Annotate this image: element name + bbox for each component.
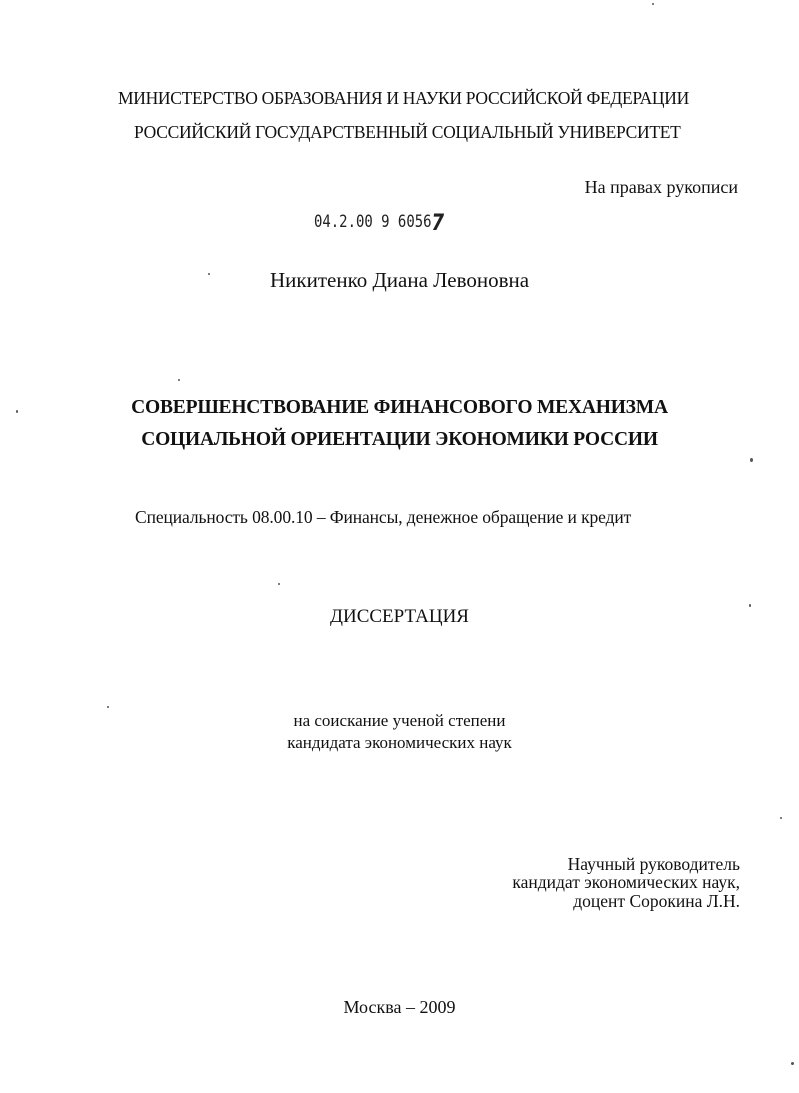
- scan-speck: [749, 604, 751, 607]
- supervisor-degree: кандидат экономических наук,: [512, 872, 740, 892]
- scan-speck: [16, 410, 18, 413]
- scan-speck: [208, 273, 210, 275]
- specialty-line: Специальность 08.00.10 – Финансы, денежное обращение и кредит: [135, 507, 632, 527]
- title-line-2: СОЦИАЛЬНОЙ ОРИЕНТАЦИИ ЭКОНОМИКИ РОССИИ: [141, 429, 658, 450]
- ministry-heading: МИНИСТЕРСТВО ОБРАЗОВАНИЯ И НАУКИ РОССИЙСКОЙ ФЕДЕРАЦИИ: [118, 88, 689, 108]
- scan-speck: [652, 3, 654, 5]
- supervisor-role: Научный руководитель: [567, 854, 740, 874]
- document-type: ДИССЕРТАЦИЯ: [330, 606, 469, 627]
- scan-speck: [278, 583, 280, 585]
- library-stamp-code: 04.2.00 9 6056: [314, 212, 432, 232]
- degree-line-1: на соискание ученой степени: [293, 711, 506, 730]
- degree-line-2: кандидата экономических наук: [287, 733, 512, 752]
- author-name: Никитенко Диана Левоновна: [270, 268, 530, 292]
- title-line-1: СОВЕРШЕНСТВОВАНИЕ ФИНАНСОВОГО МЕХАНИЗМА: [131, 397, 668, 418]
- library-stamp: [314, 210, 445, 236]
- rights-note: На правах рукописи: [584, 177, 738, 197]
- scan-speck: [178, 379, 180, 381]
- scan-speck: [791, 1062, 794, 1065]
- scan-speck: [780, 817, 782, 819]
- scan-speck: [107, 706, 109, 708]
- city-year: Москва – 2009: [343, 997, 456, 1017]
- library-stamp-handwritten-mark: 7: [431, 211, 445, 236]
- supervisor-name: доцент Сорокина Л.Н.: [573, 891, 740, 911]
- university-heading: РОССИЙСКИЙ ГОСУДАРСТВЕННЫЙ СОЦИАЛЬНЫЙ УНИВЕРСИТЕТ: [134, 122, 681, 142]
- scan-speck: [750, 458, 753, 462]
